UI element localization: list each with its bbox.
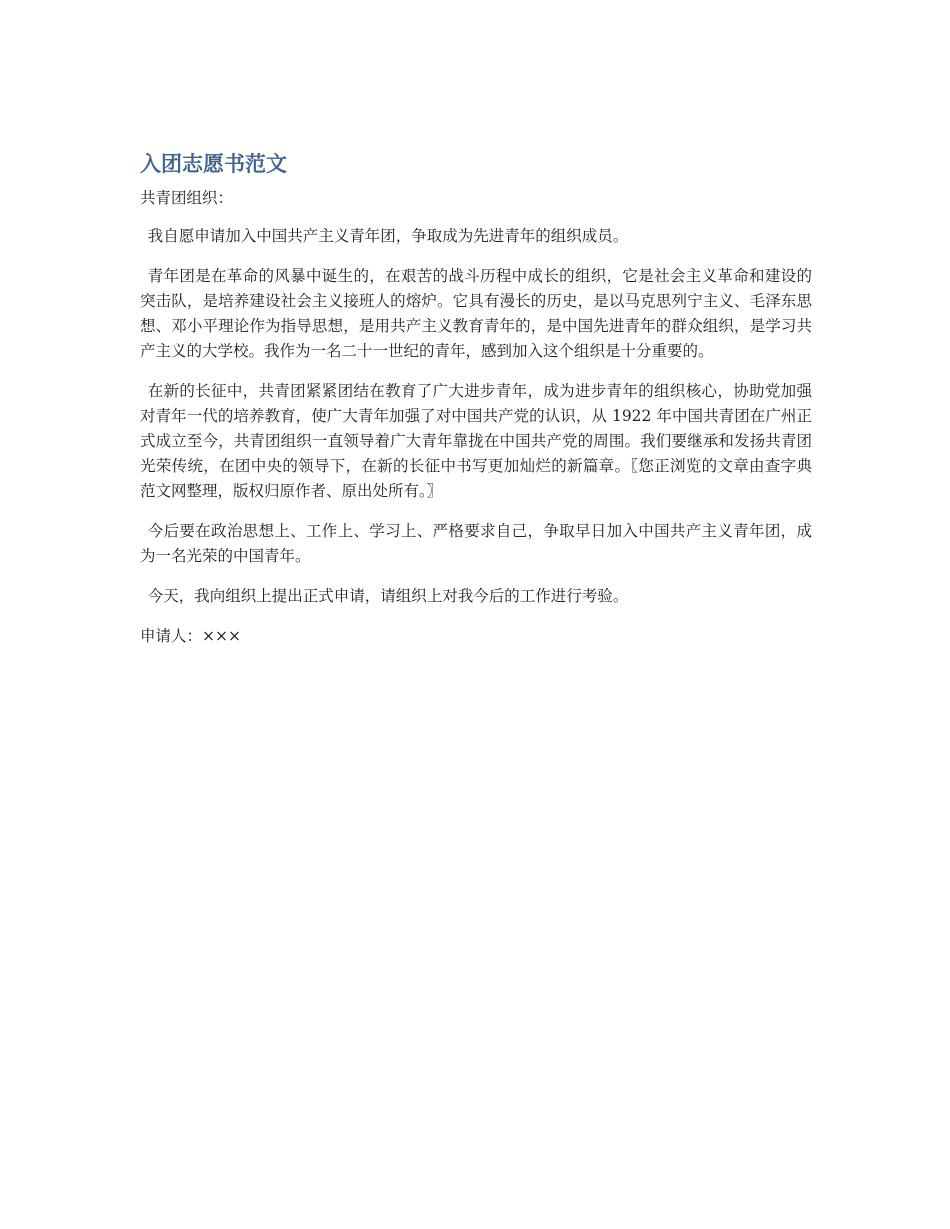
paragraph-about-league: 青年团是在革命的风暴中诞生的，在艰苦的战斗历程中成长的组织，它是社会主义革命和建设的突击队，是培养建设社会主义接班人的熔炉。它具有漫长的历史，是以马克思列宁主义、毛泽东思想、邓小平理论作为指导思想，是用共产主义教育青年的，是中国先进青年的群众组织，是学习共产主义的大学校。我作为一名二十一世纪的青年，感到加入这个组织是十分重要的。 — [140, 267, 812, 360]
salutation: 共青团组织： — [140, 189, 234, 207]
signature: 申请人：××× — [140, 627, 241, 645]
paragraph-history: 在新的长征中，共青团紧紧团结在教育了广大进步青年，成为进步青年的组织核心，协助党加强对青年一代的培养教育，使广大青年加强了对中国共产党的认识，从 1922 年中国共青团在广州正式成立至今，共青团组织一直领导着广大青年靠拢在中国共产党的周围。我们要继承和发扬共青团光荣传统，在团中央的领导下，在新的长征中书写更加灿烂的新篇章。〖您正浏览的文章由查字典范文网整理，版权归原作者、原出处所有。〗 — [140, 382, 812, 500]
paragraph-intent: 我自愿申请加入中国共产主义青年团，争取成为先进青年的组织成员。 — [147, 227, 629, 245]
document-page — [140, 148, 812, 649]
paragraph-request: 今天，我向组织上提出正式申请，请组织上对我今后的工作进行考验。 — [147, 587, 629, 605]
document-title: 入团志愿书范文 — [140, 152, 287, 176]
paragraph-commitment: 今后要在政治思想上、工作上、学习上、严格要求自己，争取早日加入中国共产主义青年团，成为一名光荣的中国青年。 — [140, 522, 812, 565]
